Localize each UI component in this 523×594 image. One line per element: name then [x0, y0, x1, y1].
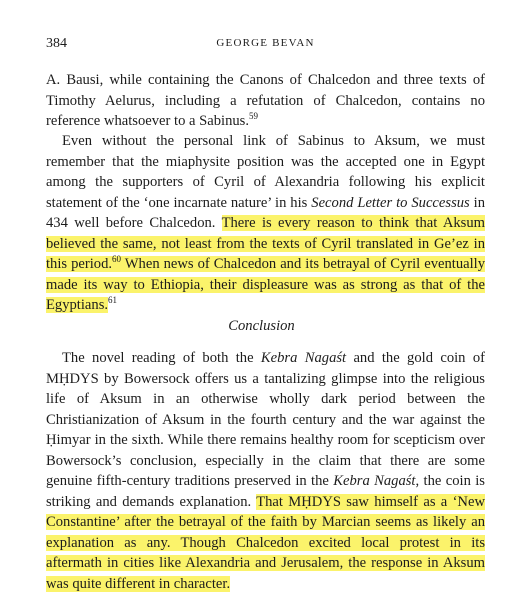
footnote-ref-59[interactable]: 59	[249, 111, 259, 122]
paragraph-text: in 434 well before Chalcedon.	[46, 194, 486, 231]
page-header	[46, 36, 485, 58]
paragraph-text: and the gold coin of MḤDYS by Bowersock offers us a tantalizing glimpse into the religious life of Aksum in an otherwise wholly dark period between the Christianization of Aksum in the fourth century and the war against the Ḥimyar in the sixth. While there remains healthy room for scepticism over Bowersock’s conclusion, especially in the claim that there are some genuine fifth-century traditions preserved in the	[46, 350, 485, 489]
work-title: Kebra Nagaśt	[260, 350, 347, 366]
footnote-ref-60[interactable]: 60	[112, 254, 122, 265]
paragraph-text: Even without the personal link of Sabinus to Aksum, we must remember that the miaphysite position was the accepted one in Egypt among the supporters of Cyril of Alexandria following his explicit statement of the ‘one incarnate nature’ in his	[46, 133, 485, 211]
paragraph-miaphysite	[46, 131, 485, 316]
page-number: 384	[46, 36, 67, 51]
work-title: Kebra Nagaśt	[333, 473, 416, 489]
paragraph-text: A. Bausi, while containing the Canons of Chalcedon and three texts of Timothy Aelurus, including a refutation of Chalcedon, contains no reference whatsoever to a Sabinus.	[46, 72, 485, 129]
highlighted-text: That MḤDYS saw himself as a ‘New Constantine’ after the betrayal of the faith by Marcian seems as likely an explanation as any. Though Chalcedon excited local protest in its aftermath in cities like Alexandria and Jerusalem, the response in Aksum was quite different in character.	[46, 493, 485, 592]
paragraph-conclusion	[46, 348, 485, 594]
paragraph-text: The novel reading of both the	[62, 350, 261, 366]
section-heading: Conclusion	[228, 318, 295, 334]
paragraph-continuation	[46, 70, 485, 132]
highlighted-text: There is every reason to think that Aksum believed the same, not least from the texts of Cyril translated in Ge’ez in this period.$^{60}$ When news of Chalcedon and its betrayal of Cyril eventually made its way to Ethiopia, their displeasure was as strong as that of the Egyptians.	[46, 215, 486, 313]
running-head: GEORGE BEVAN	[216, 37, 315, 49]
footnote-ref-61[interactable]: 61	[108, 295, 118, 306]
paragraph-text: , the coin is striking and demands explanation.	[46, 473, 485, 510]
work-title: Second Letter to Successus	[311, 194, 470, 211]
